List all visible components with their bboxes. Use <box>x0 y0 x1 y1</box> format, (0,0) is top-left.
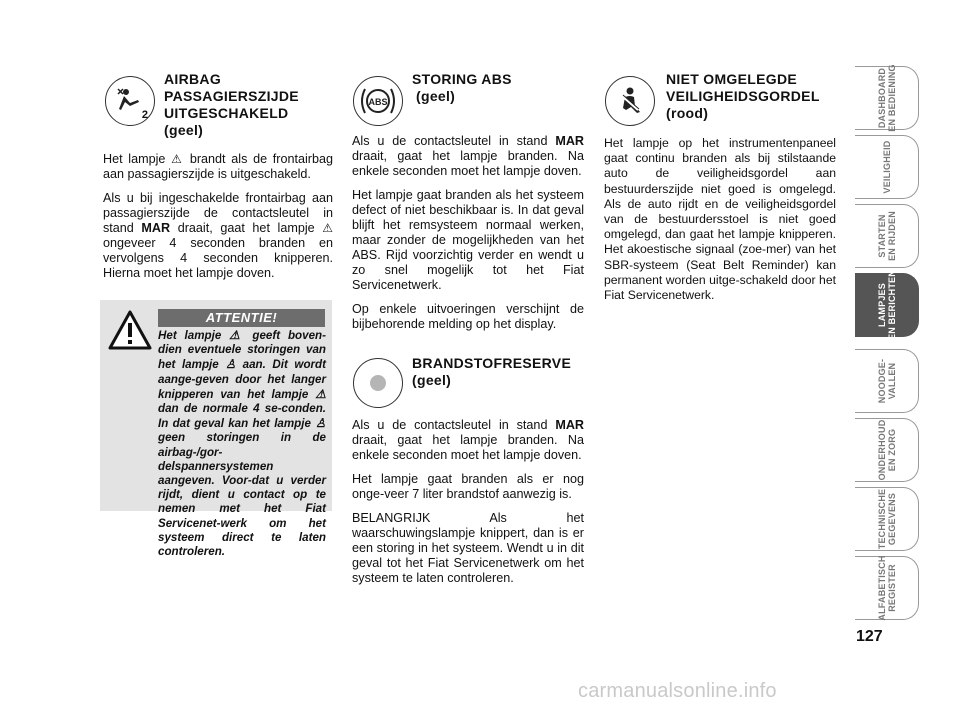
tab-register[interactable]: ALFABETISCH REGISTER <box>855 556 919 620</box>
abs-section <box>352 68 584 341</box>
airbag-small-icon: ⚠ <box>229 328 245 342</box>
abs-paragraph-2: Het lampje gaat branden als het systeem defect of niet beschikbaar is. In dat geval blijft het remsysteem normaal werken, maar zonder de mogelijkheden van het ABS. Rijd voorzichtig verder en wendt u zo snel mogelijk tot het Fiat Servicenetwerk. <box>352 188 584 292</box>
fuel-reserve-icon <box>353 358 403 408</box>
fuel-title: BRANDSTOFRESERVE (geel) <box>412 355 572 388</box>
airbag-small-icon: ⚠ <box>315 386 326 401</box>
airbag-off-icon <box>105 76 155 126</box>
tab-lampjes[interactable]: LAMPJES EN BERICHTEN <box>855 273 919 337</box>
abs-icon <box>353 76 403 126</box>
tab-technische[interactable]: TECHNISCHE GEGEVENS <box>855 487 919 551</box>
seatbelt-paragraph: Het lampje op het instrumentenpaneel gaat continu branden als bij stilstaande auto de veiligheidsgordel aan bestuurderszijde niet goed is omgelegd. Als de auto rijdt en de veiligheidsgordel van de bestuurdersstoel is niet goed omgelegd, dan gaat het lampje knipperen. Het akoestische signaal (zoe-mer) van het SBR-systeem (Seat Belt Reminder) kan permanent worden uitge-schakeld door het Fiat Servicenetwerk. <box>604 136 836 303</box>
airbag-section <box>103 68 333 290</box>
svg-text:ABS: ABS <box>368 97 388 107</box>
seatbelt-small-icon: ♙ <box>225 357 237 372</box>
tab-dashboard[interactable]: DASHBOARD EN BEDIENING <box>855 66 919 130</box>
fuel-paragraph-1: Als u de contactsleutel in stand MAR draait, gaat het lampje branden. Na enkele seconden moet het lampje doven. <box>352 418 585 462</box>
tab-starten[interactable]: STARTEN EN RIJDEN <box>855 204 919 268</box>
fuel-section <box>352 352 584 595</box>
airbag-small-icon: ⚠ <box>322 221 334 235</box>
airbag-icon-number: 2 <box>141 109 148 121</box>
abs-title: STORING ABS (geel) <box>412 71 512 104</box>
watermark: carmanualsonline.info <box>578 680 777 702</box>
airbag-small-icon: ⚠ <box>171 152 185 166</box>
seatbelt-section <box>604 68 836 312</box>
warning-text: Het lampje ⚠ geeft boven-dien eventuele storingen van het lampje ♙ aan. Dit wordt aange-geven door het langer knipperen van het lampje ⚠ dan de normale 4 se-conden. In dat geval kan het lampje ♙ geen storingen in de airbag-/gor-delspannersystemen aangeven. Voor-dat u verder rijdt, dient u contact op te nemen met het Fiat Servicenet-werk om het systeem direct te laten controleren. <box>158 328 326 559</box>
seatbelt-icon <box>605 76 655 126</box>
seatbelt-title: NIET OMGELEGDE VEILIGHEIDSGORDEL (rood) <box>666 71 820 121</box>
airbag-paragraph-1: Het lampje ⚠ brandt als de frontairbag aan passagierszijde is uitgeschakeld. <box>103 152 334 181</box>
seatbelt-small-icon: ♙ <box>315 416 326 431</box>
airbag-paragraph-2: Als u bij ingeschakelde frontairbag aan passagierszijde de contactsleutel in stand MAR draait, gaat het lampje ⚠ ongeveer 4 seconden branden en vervolgens 4 seconden knipperen. Hierna moet het lampje doven. <box>103 191 334 280</box>
page-number: 127 <box>856 628 883 645</box>
abs-paragraph-3: Op enkele uitvoeringen verschijnt de bijbehorende melding op het display. <box>352 302 584 331</box>
airbag-title: AIRBAG PASSAGIERSZIJDE UITGESCHAKELD (geel) <box>164 71 299 138</box>
tab-onderhoud[interactable]: ONDERHOUD EN ZORG <box>855 418 919 482</box>
tab-noodgevallen[interactable]: NOODGE- VALLEN <box>855 349 919 413</box>
fuel-paragraph-2: Het lampje gaat branden als er nog onge-veer 7 liter brandstof aanwezig is. <box>352 472 584 501</box>
warning-box <box>100 300 332 559</box>
abs-paragraph-1: Als u de contactsleutel in stand MAR draait, gaat het lampje branden. Na enkele seconden moet het lampje doven. <box>352 134 585 178</box>
tab-veiligheid[interactable]: VEILIGHEID <box>855 135 919 199</box>
warning-header: ATTENTIE! <box>158 309 325 327</box>
fuel-paragraph-3: BELANGRIJK Als het waarschuwingslampje knippert, dan is er een storing in het systeem. Wendt u in dit geval tot het Fiat Servicenetwerk om het systeem te laten controleren. <box>352 511 584 585</box>
